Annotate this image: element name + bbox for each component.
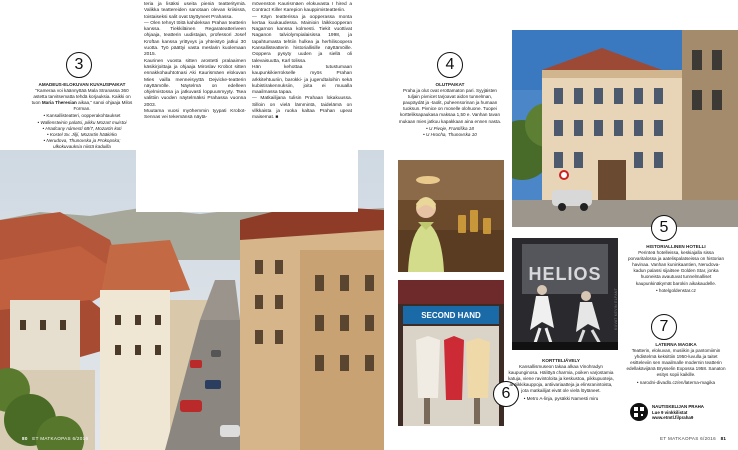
number-badge-7: 7: [651, 314, 677, 340]
number-badge-3: 3: [66, 52, 92, 78]
beer-body: Praha ja olut ovat erottamaton pari. Syyjäisten tuljain pivnicet tarjoavat aidon tunnelman, paupäydät ja -taolit, puheensorinan ja humaan tuoksun. Pivnice on monelle olohuone. Tuopei kortteliksapaukasa maksaa 1,50 e. Vanhan tavan mukaan mies jatkuu kapakkaan aina ennen nasta.: [398, 88, 502, 124]
promo-box[interactable]: [630, 403, 734, 425]
beer-sidebar: [398, 82, 502, 138]
laterna-magika-photo: [512, 238, 618, 350]
article-paragraph: — Käyn teatterissa ja oopperassa monta kertaa kuukaudessa. Mainioin läikkoopperan Nagarnon kanssa kolmesti. Tiekit vuottivat Naganon talviolympialaisissa 1998, ja tapahtumasta tehtiin hulkea ja herhilisoopera Kansallisteatterin historiallisille näyttämöille. Ooppera pysyty uuden ja siellä oli talevaisuutta, Karl tolissa.: [252, 14, 352, 64]
beer-location: • U Hrocha, Thunovska 10: [423, 131, 477, 137]
promo-link[interactable]: www.etmtl.fi/praha9: [652, 415, 694, 421]
article-paragraph: teria ja lisäksi useita pieniä teatteritymiä. Valikka teattereiden sanotaan olevan kriisissä, toistaiseksi salit ovat täyttyneet Prahassa.: [144, 2, 246, 20]
hotel-body: Perinteä hotelleissa, keskiajalla sissa porvaritalossa ja aatelispalatseissa on historian havinaa. Vanhan kuninkaantien, Nerudova-kadun palassi sijaitsee Golden Star, jonka huoneista avautuvat tunnelmalliset kaupunkinäkymät barokin aikakaudelle.: [627, 250, 724, 286]
number-badge-6: 6: [493, 381, 519, 407]
right-magazine-name: ET MATKAOPAS 6/2016: [660, 436, 716, 441]
article-column-right: [252, 2, 352, 122]
left-page-footer: [22, 436, 88, 441]
article-paragraph: Kaurinen vuosta sitten arostetti pralaaimen käsikirjoittaja ja ohjaaja Miroslav Krobot sitten ennakkohauhtotnasi Aki Kaurismäen elokuvan Mies vailla menneisyyttä Dejvicke-teatterin näyttämölle. Näytelmä on edelleen ohjelmistossa ja jatkuvasti loppuunmyyty. Tsea valittiin vuoden näytelmäksi Prahassa vuonna 2003.: [144, 58, 246, 108]
number-badge-5: 5: [651, 215, 677, 241]
article-paragraph: Muutama vuosi myöhemmin tyypati Krobot-Sennas vei tekemänsä näytä-: [144, 109, 246, 121]
right-page-footer: [660, 436, 726, 441]
promo-title: NAUTISKELIJAN PRAHA: [652, 404, 704, 409]
promo-subtitle: Lue 9 vinkkilistat: [652, 409, 688, 415]
right-page-number: 81: [720, 436, 727, 441]
article-paragraph: Hän kehottaa tutustumaan kaupunkikierrokselle myös Prahan arkkitehtuuriin, barokki- ja jugendtaloihin sekä kubistirakennuksiin, joita ei muualla maailmassa tapaa.: [252, 64, 352, 96]
beer-location: • U Pivoje, Františka 18: [426, 125, 474, 131]
amadeus-location: • Kansallisteatteri, oopperakohtaukset: [43, 113, 121, 119]
street-walk-body: Kansallismuseon takaa alkaa Vinohradyn kaupunginosa. Hälittyä charmia, poiken varjostamia katuja, viene ravintoloita ja keskustoa, pikkupuoteja, antiikkikauppoja, antiivariaatteja ja elinsranintoista, jota matkailijat eivät ole vielä löytäneet.: [508, 364, 614, 394]
helios-sign-text: HELIOS: [528, 264, 602, 284]
street-walk-sidebar: [508, 358, 614, 402]
hotel-sidebar: [626, 244, 726, 294]
amadeus-body: "Kameraa voi käännyttää Mala Stranassa 360 astetta tarvitsematta tehdä korjauksia. Kaikki on tuon Maria Theresian aikaa," sanoi ohjaaja Milos Forman.: [31, 88, 133, 112]
number-badge-4: 4: [437, 52, 463, 78]
hotel-title: HISTORIALLINEN HOTELLI: [646, 244, 706, 249]
end-mark: ■: [275, 115, 279, 121]
amadeus-location: • Kostel Sv. Jiljí, Mozartin hääkirko: [47, 131, 117, 137]
beer-title: OLUTPAIKAT: [435, 82, 465, 87]
amadeus-location: • Wallensteinin palatsi, pikku Mozart muistoi: [37, 119, 127, 125]
laterna-title: LATERNA MAGIKA: [655, 342, 697, 347]
left-magazine-name: ET MATKAOPAS 6/2016: [32, 436, 89, 441]
shop-sign-text: SECOND HAND: [421, 311, 481, 320]
nerudova-square-photo: [512, 30, 738, 227]
article-paragraph: — Olen tehnyt töitä kahdeksan Prahan teatterin kanssa. Tiekkiläinen Regarateatteriveen ohjaaja, teatterin uudistajan, professori Josef Kroftan kanssa yrittyvys ja yhteistyö jatkui 30 vuotta. Työ päättyi vasta meslarin kuolemaan 2015.: [144, 20, 246, 58]
second-hand-shop-photo: [398, 280, 504, 426]
street-walk-metro: • Metro A-linja, pysäkki Namesti miru: [523, 395, 599, 401]
article-paragraph: mövenston Kaurismäen elokuvasta I hired a Contract Killer Karepion kauppimisteatteriin.: [252, 2, 352, 14]
hotel-website: • hotelgoldenstar.cz: [656, 287, 696, 293]
qr-code-icon: [630, 403, 648, 421]
laterna-sidebar: [626, 342, 726, 386]
amadeus-title: AMADEUS-ELOKUVAN KUVAUSPAIKAT: [38, 82, 126, 87]
street-walk-title: KORTTELIÄVELY: [542, 358, 580, 363]
beer-hall-photo: [398, 160, 504, 272]
amadeus-location: • Hradcany námestí 68/7, Mozartin koti: [42, 125, 122, 131]
laterna-website: • narodni-divadlo.cz/en/laterna-magika: [636, 379, 716, 385]
amadeus-location: • Nerudova, Thunovska ja Prokopska; ulkokuvauksia niistä kaduilla: [43, 137, 121, 149]
laterna-body: Teatterin, elokuvan, musiikin ja pantomiimin yhdistelmä keksittiin 1950-luvulla ja taitet esitteleviin sen maailmalle modernin teatterin edellakävijänä Brysselin Expossa 1958. Sanaton esitys sopii kaikille.: [626, 348, 726, 378]
amadeus-sidebar: [30, 82, 134, 150]
article-column-left: [144, 2, 246, 122]
left-page-number: 80: [22, 436, 28, 441]
photo-credit: KUVAT KEVIN ELFANT: [614, 287, 618, 330]
article-paragraph: — Matkailijana tulisin Prahaan lokakuussa. Silloin on vielä lämmintä, taidelämä on vilkkaista ja ruoka kaltaa Prahan upeat maisemat. ■: [252, 96, 352, 121]
